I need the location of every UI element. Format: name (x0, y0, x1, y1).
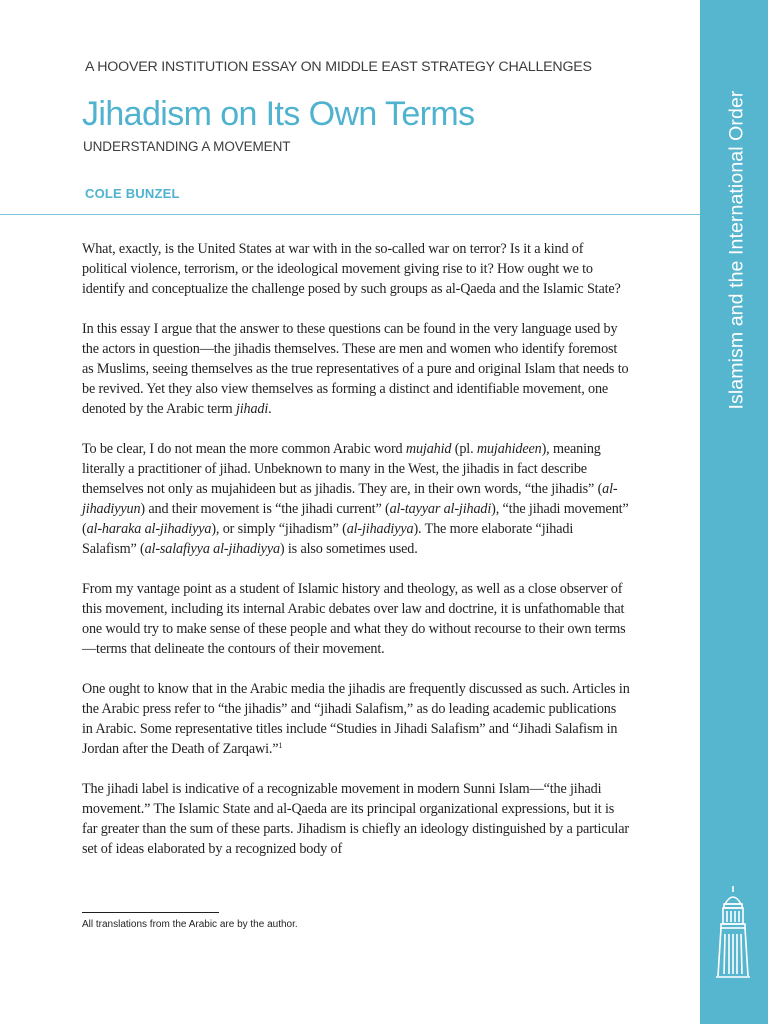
text-run: What, exactly, is the United States at war with in the so-called war on terror? Is it a kind of political violence, terrorism, or the ideological movement giving rise to it? How ought we to identify and conceptualize the challenge posed by such groups as al-Qaeda and the Islamic State? (82, 241, 621, 297)
footnote-divider (82, 912, 219, 913)
text-run: ), meaning literally a practitioner of jihad. Unbeknown to many in the West, the jihadis in fact describe themselves not only as mujahideen but as jihadis. They are, in their own words, “the jihadis” ( (82, 441, 603, 497)
text-run: From my vantage point as a student of Islamic history and theology, as well as a close observer of this movement, including its internal Arabic debates over law and doctrine, it is unfathomable that one would try to make sense of these people and what they do without recourse to their own terms—terms that delineate the contours of their movement. (82, 581, 626, 657)
text-run: ) is also sometimes used. (279, 541, 418, 557)
hoover-tower-icon (712, 884, 754, 980)
essay-subtitle: UNDERSTANDING A MOVEMENT (83, 139, 291, 154)
header-divider (0, 214, 700, 215)
text-run: ). The more elaborate “jihadi Salafism” ( (82, 521, 574, 557)
body-paragraph-1 (82, 239, 630, 299)
italic-term: al-haraka al-jihadiyya (86, 521, 212, 537)
italic-term: mujahideen (476, 441, 542, 457)
italic-term: al-salafiyya al-jihadiyya (144, 541, 280, 557)
body-paragraph-5 (82, 679, 630, 759)
text-run: To be clear, I do not mean the more common Arabic word (82, 441, 406, 457)
essay-body (82, 239, 630, 859)
essay-title: Jihadism on Its Own Terms (82, 95, 475, 133)
body-paragraph-4 (82, 579, 630, 659)
italic-term: al-jihadiyya (346, 521, 414, 537)
sidebar-series-name: Islamism and the International Order (725, 90, 748, 410)
text-run: . (268, 401, 272, 417)
italic-term: al-tayyar al-jihadi (389, 501, 492, 517)
text-run: In this essay I argue that the answer to these questions can be found in the very language used by the actors in question—the jihadis themselves. These are men and women who identify foremost as Muslims, seeing themselves as the true representatives of a pure and original Islam that needs to be revived. Yet they also view themselves as forming a distinct and identifiable movement, one denoted by the Arabic term (82, 321, 629, 417)
text-run: ), or simply “jihadism” ( (211, 521, 347, 537)
footnote: All translations from the Arabic are by the author. (82, 919, 298, 930)
text-run: One ought to know that in the Arabic media the jihadis are frequently discussed as such. Articles in the Arabic press refer to “the jihadis” and “jihadi Salafism,” as do leading academic publications in Arabic. Some representative titles include “Studies in Jihadi Salafism” and “Jihadi Salafism in Jordan after the Death of Zarqawi.” (82, 681, 630, 757)
text-run: ) and their movement is “the jihadi current” ( (140, 501, 390, 517)
body-paragraph-3 (82, 439, 630, 559)
text-run: The jihadi label is indicative of a recognizable movement in modern Sunni Islam—“the jihadi movement.” The Islamic State and al-Qaeda are its principal organizational expressions, but it is far greater than the sum of these parts. Jihadism is chiefly an ideology distinguished by a particular set of ideas elaborated by a recognized body of (82, 781, 629, 857)
footnote-marker: 1 (278, 741, 283, 750)
series-heading: A HOOVER INSTITUTION ESSAY ON MIDDLE EAST STRATEGY CHALLENGES (85, 59, 592, 75)
author-name: COLE BUNZEL (85, 186, 180, 201)
italic-term: jihadi (235, 401, 269, 417)
body-paragraph-2 (82, 319, 630, 419)
body-paragraph-6 (82, 779, 630, 859)
italic-term: al-jihadiyyun (82, 481, 618, 517)
italic-term: mujahid (405, 441, 452, 457)
text-run: (pl. (451, 441, 477, 457)
text-run: ), “the jihadi movement” ( (82, 501, 629, 537)
